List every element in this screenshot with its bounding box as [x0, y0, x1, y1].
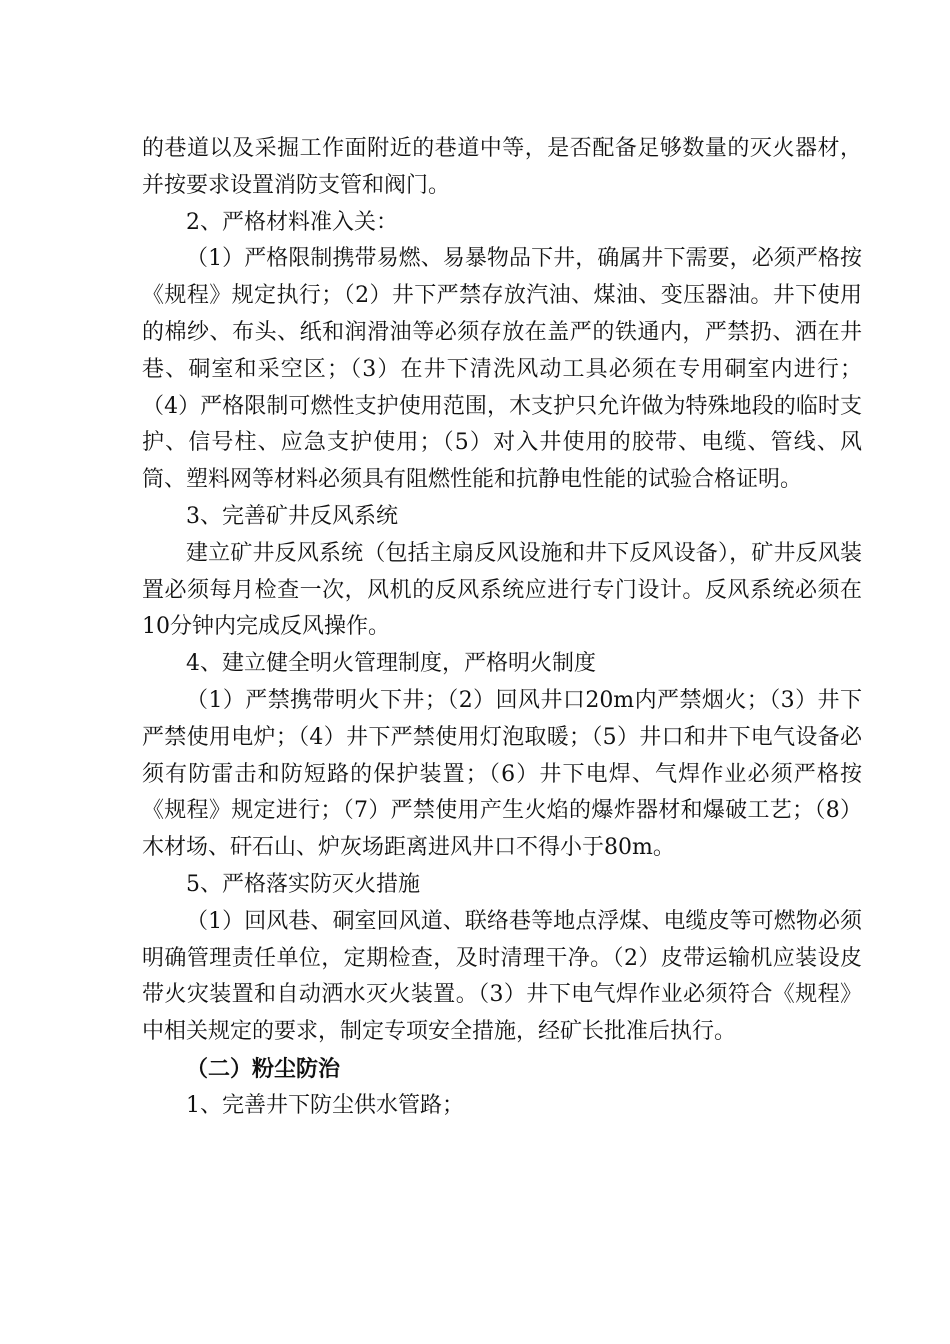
heading-open-fire-management: 4、建立健全明火管理制度，严格明火制度: [186, 651, 596, 677]
paragraph-open-fire-rules: （1）严禁携带明火下井；（2）回风井口20m内严禁烟火；（3）井下严禁使用电炉；（4）井下严禁使用灯泡取暖；（5）井口和井下电气设备必须有防雷击和防短路的保护装置；（6）井下电焊、气焊作业必须严格按《规程》规定进行；（7）严禁使用产生火焰的爆炸器材和爆破工艺；（8）木材场、矸石山、炉灰场距离进风井口不得小于80m。: [142, 687, 862, 861]
heading-fire-prevention: 5、严格落实防灭火措施: [186, 871, 420, 897]
section-heading-dust-control: （二）粉尘防治: [186, 1055, 341, 1082]
heading-reverse-ventilation: 3、完善矿井反风系统: [186, 503, 398, 529]
paragraph-fire-prevention: （1）回风巷、硐室回风道、联络巷等地点浮煤、电缆皮等可燃物必须明确管理责任单位，定期检查，及时清理干净。（2）皮带运输机应装设皮带火灾装置和自动洒水灭火装置。（3）井下电气焊作业必须符合《规程》中相关规定的要求，制定专项安全措施，经矿长批准后执行。: [142, 908, 862, 1045]
heading-material-access: 2、严格材料准入关：: [186, 209, 398, 235]
document-body: [142, 131, 862, 1125]
paragraph-continuation: 的巷道以及采掘工作面附近的巷道中等，是否配备足够数量的灭火器材，并按要求设置消防支管和阀门。: [142, 136, 862, 198]
heading-dust-water-pipeline: 1、完善井下防尘供水管路；: [186, 1092, 464, 1118]
paragraph-material-rules: （1）严格限制携带易燃、易暴物品下井，确属井下需要，必须严格按《规程》规定执行；（2）井下严禁存放汽油、煤油、变压器油。井下使用的棉纱、布头、纸和润滑油等必须存放在盖严的铁通内，严禁扔、洒在井巷、硐室和采空区；（3）在井下清洗风动工具必须在专用硐室内进行；（4）严格限制可燃性支护使用范围，木支护只允许做为特殊地段的临时支护、信号柱、应急支护使用；（5）对入井使用的胶带、电缆、管线、风筒、塑料网等材料必须具有阻燃性能和抗静电性能的试验合格证明。: [142, 246, 862, 493]
paragraph-reverse-ventilation: 建立矿井反风系统（包括主扇反风设施和井下反风设备），矿井反风装置必须每月检查一次，风机的反风系统应进行专门设计。反风系统必须在10分钟内完成反风操作。: [142, 540, 862, 640]
